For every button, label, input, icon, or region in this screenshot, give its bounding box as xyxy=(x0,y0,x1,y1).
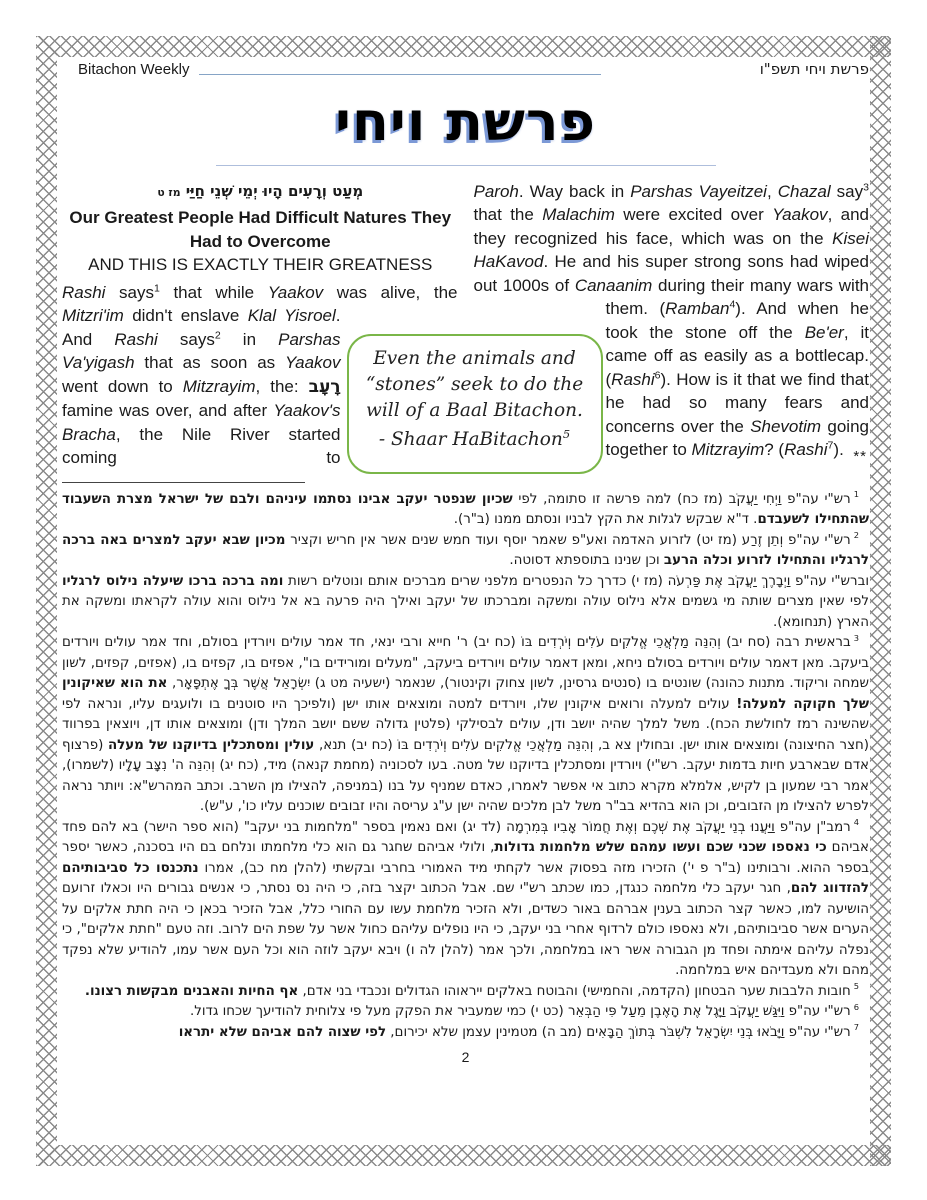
footnote-4 xyxy=(62,818,869,982)
footnote-text: רמב"ן עה"פ וַיַּעֲנוּ בְנֵי יַעֲקֹב אֶת שְׁכֶם וְאֶת חֲמוֹר אָבִיו בְּמִרְמָה (לד יג) ואם נאמין בספר "מלחמות בני יעקב" (הוא ספר הישר) בא להם פחד אביהם כי נאספו שכני שכם ועשו עמהם שלש מלחמות גדולות, ולולי אביהם שחגר גם הוא כלי מלחמתו ונלחם בם היו בסכנה, כאשר יספר בספר ההוא. ורבותינו (ב"ר פ י') הזכירו מזה בפסוק אשר לקחתי מיד האמורי בחרבי ובקשתי (להלן מח כב), אמרו נתכנסו כל סביבותיהם להזדווג להם, חגר יעקב כלי מלחמה כנגדן, כמו שכתב רש"י שם. אבל הכתוב יקצר בזה, כי היה נס נסתר, כי אנשים גבורים היו וכאלו זרועם הושיעה למו, כאשר קצר הכתוב בענין אברהם באור כשדים, ולא הזכיר מלחמת עשו עם החורי כלל, אבל הזכיר בכאן כי היה חתת אלקים על הערים אשר סביבותיהם, ולא נאספו כולם לרדוף אחרי בני יעקב, כי היו נופלים עליהם כחול אשר על שפת הים לרוב. וזה טעם "חתת אלקים", כי נפלה עליהם אימתה ופחד מן הגבורה אשר ראו במלחמה, ולכך אמר (להלן לה ו) ויבא יעקב לוזה הוא וכל העם אשר עמו, להודיע שלא נפקד מהם ולא מעבדיהם איש במלחמה. xyxy=(62,819,870,979)
edition-label: פרשת ויחי תשפ"ו xyxy=(759,60,869,78)
page-header xyxy=(62,60,869,78)
hebrew-verse-heading: מְעַט וְרָעִים הָיוּ יְמֵי שְׁנֵי חַיַּי מז ט xyxy=(157,181,364,200)
footnote-2-continued xyxy=(62,572,869,634)
footnote-text: רש"י עה"פ וְתֵן זֶרַע (מז יט) לזרוע האדמה ואע"פ שאמר יוסף ועוד חמש שנים אשר אין חריש וקציר מכיון שבא יעקב למצרים באה ברכה לרגליו והתחילו לזרוע וכלה הרעב וכן שנינו בתוספתא דסוטה. xyxy=(62,532,869,569)
paragraph-text: Paroh. Way back in Parshas Vayeitzei, Chazal say$^3$ that the Malachim were excited over Yaakov, and they recognized his face, which was on the Kisei HaKavod. He and his super strong sons had wiped out 1000s of Canaanim during their many wars with them. (Ramban$^4$). And when he took the stone off the Be'er, it came off as easily as a bottlecap. (Rashi$^6$). How is it that we find that he had so many fears and concerns over the Shevotim going together to Mitzrayim? (Rashi$^7$). xyxy=(473,181,869,460)
quote-box xyxy=(347,334,603,474)
decorative-border-bottom xyxy=(36,1145,891,1166)
footnote-number: 6 xyxy=(853,1001,859,1012)
page-number: 2 xyxy=(461,1049,470,1066)
page-content xyxy=(62,60,869,1065)
footnote-6 xyxy=(62,1002,869,1023)
page-title: פרשת ויחי xyxy=(334,90,597,153)
footnote-2 xyxy=(62,531,869,572)
decorative-border-top xyxy=(36,36,891,57)
footnote-1 xyxy=(62,490,869,531)
footnote-text: וברש"י עה"פ וַיְבָרֶךְ יַעֲקֹב אֶת פַּרְעֹה (מז י) כדרך כל הנפטרים מלפני שרים מברכים אותם ונוטלים רשות ומה ברכה ברכו שיעלה נילוס לרגליו לפי שאין מצרים שותה מי גשמים אלא נילוס עולה ומשקה ומברכתו של יעקב ואילך היה פרעה בא אל נילוס והוא עולה לקראתו ומשקה את הארץ (תנחומא). xyxy=(62,573,869,630)
decorative-border-left xyxy=(36,36,57,1166)
footnote-number: 2 xyxy=(853,530,859,541)
newsletter-title: Bitachon Weekly xyxy=(78,61,190,78)
decorative-border-right xyxy=(870,36,891,1166)
footnote-text: רש"י עה"פ וַיִּגַּשׁ יַעֲקֹב וַיָּגֶל אֶת הָאֶבֶן מֵעַל פִּי הַבְּאֵר (כט י) כמי שמעביר את הפקק מעל פי צלוחית להודיעך שכחו גדול. xyxy=(190,1004,851,1020)
section-heading-caps: AND THIS IS EXACTLY THEIR GREATNESS xyxy=(88,255,433,275)
quote-attribution: - Shaar HaBitachon$^5$ xyxy=(378,427,571,451)
footnote-text: רש"י עה"פ וַיְחִי יַעֲקֹב (מז כח) למה פרשה זו סתומה, לפי שכיון שנפטר יעקב אבינו נסתמו עיניהם ולבם של ישראל מצרת השעבוד שהתחילו לשעבדם. ד"א שבקש לגלות את הקץ לבניו ונסתם ממנו (ב"ר). xyxy=(62,491,869,528)
footnotes xyxy=(62,490,869,1044)
footnote-number: 1 xyxy=(853,489,860,500)
footnote-number: 5 xyxy=(853,981,859,992)
footnote-5 xyxy=(62,982,869,1003)
footnote-number: 7 xyxy=(853,1022,859,1033)
section-end-mark: ** xyxy=(853,448,867,466)
article-columns xyxy=(62,180,869,470)
footnote-text: בראשית רבה (סח יב) וְהִנֵּה מַלְאֲכֵי אֱלֹקִים עֹלִים וְיֹרְדִים בּוֹ (כח יב) ר' חייא ורבי ינאי, חד אמר עולים ויורדין בסולם, וחד אמר עולים ויורדים ביעקב. מאן דאמר עולים ויורדים בסולם ניחא, ומאן דאמר עולים ויורדים ביעקב, "מעלים ומורידים בו", אפזים בו, קפזים בו, (אפזים, קפזים, לשון שמחה וריקוד. מתנות כהונה) שונטים בו (סנטים גרסינן, לשון צחוק וקינטור), שנאמר (ישעיה מט ג) יִשְׂרָאֵל אֲשֶׁר בְּךָ אֶתְפָּאָר, את הוא שאיקונין שלך חקוקה למעלה! עולים למעלה ורואים איקונין שלו, ויורדים למטה ומוצאים אותו ישן (ולפיכך היו סוטנים בו ולועגים עליו, ונראה לפי שהשינה רמז לחולשת הכח). משל למלך שהיה יושב ודן, עולים לבסילקי (פלטין גדולה ששם יושב המלך ודן) ומוצאים אותו דן, ויוצאין בפרווד (חצר החיצונה) ומוצאים אותו ישן. ובחולין צא ב, וְהִנֵּה מַלְאֲכֵי אֱלֹקִים עֹלִים וְיֹרְדִים בּוֹ (כח יב) תנא, עולין ומסתכלין בדיוקנו של מעלה (פרצוף אדם שבארבע חיות בדמות יעקב. רש"י) ויורדין ומסתכלין בדיוקנו של מטה. בעו לסכוניה (מחמת קנאה) מיד, (כח יג) וְהִנֵּה ה' נִצָּב עָלָיו (לשמרו), אמר רבי שמעון בן לקיש, אלמלא מקרא כתוב אי אפשר לאמרו, כאדם שמניף על בנו (במניפה, להצילו מן השרב. וכתב המהרש"א: ויותר נראה לפרש להצילו מן הזבובים, וכן הוא בהדיא בב"ר משל לבן מלכים שהיה ישן ע"ג עריסה והיו זבובים שוכנים עליו כו', ע"ש). xyxy=(62,635,869,815)
footnote-number: 3 xyxy=(853,632,859,643)
title-rule xyxy=(216,165,716,166)
footnote-7 xyxy=(62,1023,869,1044)
footnote-number: 4 xyxy=(853,817,859,828)
footnote-separator xyxy=(62,482,305,483)
footnote-3 xyxy=(62,633,869,818)
footnote-text: חובות הלבבות שער הבטחון (הקדמה, והחמישי) והבוטח באלקים ייראוהו הגדולים ונכבדי בני אדם, אף החיות והאבנים מבקשות רצונו. xyxy=(84,983,851,999)
paragraph-text: Rashi says$^1$ that while Yaakov was alive, the Mitzri'im didn't enslave Klal Yisroel. And Rashi says$^2$ in Parshas Va'yigash that as soon as Yaakov went down to Mitzrayim, the: רָעָב famine was over, and after Yaakov's Bracha, the Nile River started coming to xyxy=(62,282,458,468)
footnote-text: רש"י עה"פ וַיָּבֹאוּ בְּנֵי יִשְׂרָאֵל לִשְׁבֹּר בְּתוֹךְ הַבָּאִים (מב ה) מטמינין עצמן שלא יכירום, לפי שצוה להם אביהם שלא יתראו xyxy=(178,1024,851,1040)
header-underline xyxy=(199,62,601,75)
quote-text: Even the animals and “stones” seek to do the will of a Baal Bitachon. xyxy=(365,347,584,422)
section-heading-bold: Our Greatest People Had Difficult Natures They Had to Overcome xyxy=(69,208,452,251)
